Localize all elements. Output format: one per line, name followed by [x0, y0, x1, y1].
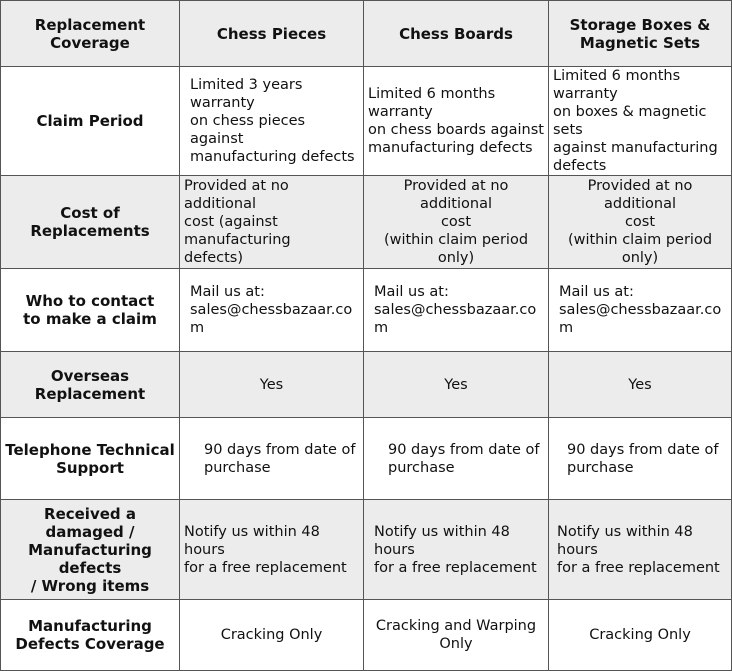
table-cell: Provided at no additional cost (against manufacturing defects) — [180, 176, 364, 269]
table-cell: Notify us within 48 hours for a free replacement — [180, 500, 364, 600]
table-cell: Limited 3 years warranty on chess pieces against manufacturing defects — [180, 67, 364, 176]
table-cell: Limited 6 months warranty on boxes & magnetic sets against manufacturing defects — [549, 67, 732, 176]
table-cell: Cracking Only — [549, 600, 732, 671]
table-cell: 90 days from date of purchase — [180, 418, 364, 500]
table-cell: Cracking Only — [180, 600, 364, 671]
row-label: Received a damaged / Manufacturing defects / Wrong items — [1, 500, 180, 600]
row-label: Who to contact to make a claim — [1, 269, 180, 352]
column-header-storage-boxes: Storage Boxes & Magnetic Sets — [549, 1, 732, 67]
table-cell: Yes — [180, 352, 364, 418]
table-cell: Yes — [549, 352, 732, 418]
table-cell: Notify us within 48 hours for a free replacement — [549, 500, 732, 600]
table-cell: Mail us at: sales@chessbazaar.com — [364, 269, 549, 352]
table-cell: 90 days from date of purchase — [549, 418, 732, 500]
table-cell: Limited 6 months warranty on chess boards against manufacturing defects — [364, 67, 549, 176]
table-row-overseas — [1, 352, 732, 418]
row-label: Claim Period — [1, 67, 180, 176]
table-row-damaged — [1, 500, 732, 600]
table-cell: Notify us within 48 hours for a free replacement — [364, 500, 549, 600]
table-cell: Yes — [364, 352, 549, 418]
table-cell: Mail us at: sales@chessbazaar.com — [180, 269, 364, 352]
row-label: Manufacturing Defects Coverage — [1, 600, 180, 671]
column-header-chess-boards: Chess Boards — [364, 1, 549, 67]
column-header-chess-pieces: Chess Pieces — [180, 1, 364, 67]
corner-header: Replacement Coverage — [1, 1, 180, 67]
table-row-telephone-support — [1, 418, 732, 500]
table-row-cost — [1, 176, 732, 269]
table-row-claim-period — [1, 67, 732, 176]
row-label: Telephone Technical Support — [1, 418, 180, 500]
table-cell: Cracking and Warping Only — [364, 600, 549, 671]
row-label: Cost of Replacements — [1, 176, 180, 269]
row-label: Overseas Replacement — [1, 352, 180, 418]
table-row-contact — [1, 269, 732, 352]
table-cell: Provided at no additional cost (within claim period only) — [364, 176, 549, 269]
table-cell: 90 days from date of purchase — [364, 418, 549, 500]
header-row — [1, 1, 732, 67]
table-cell: Mail us at: sales@chessbazaar.com — [549, 269, 732, 352]
table-cell: Provided at no additional cost (within claim period only) — [549, 176, 732, 269]
